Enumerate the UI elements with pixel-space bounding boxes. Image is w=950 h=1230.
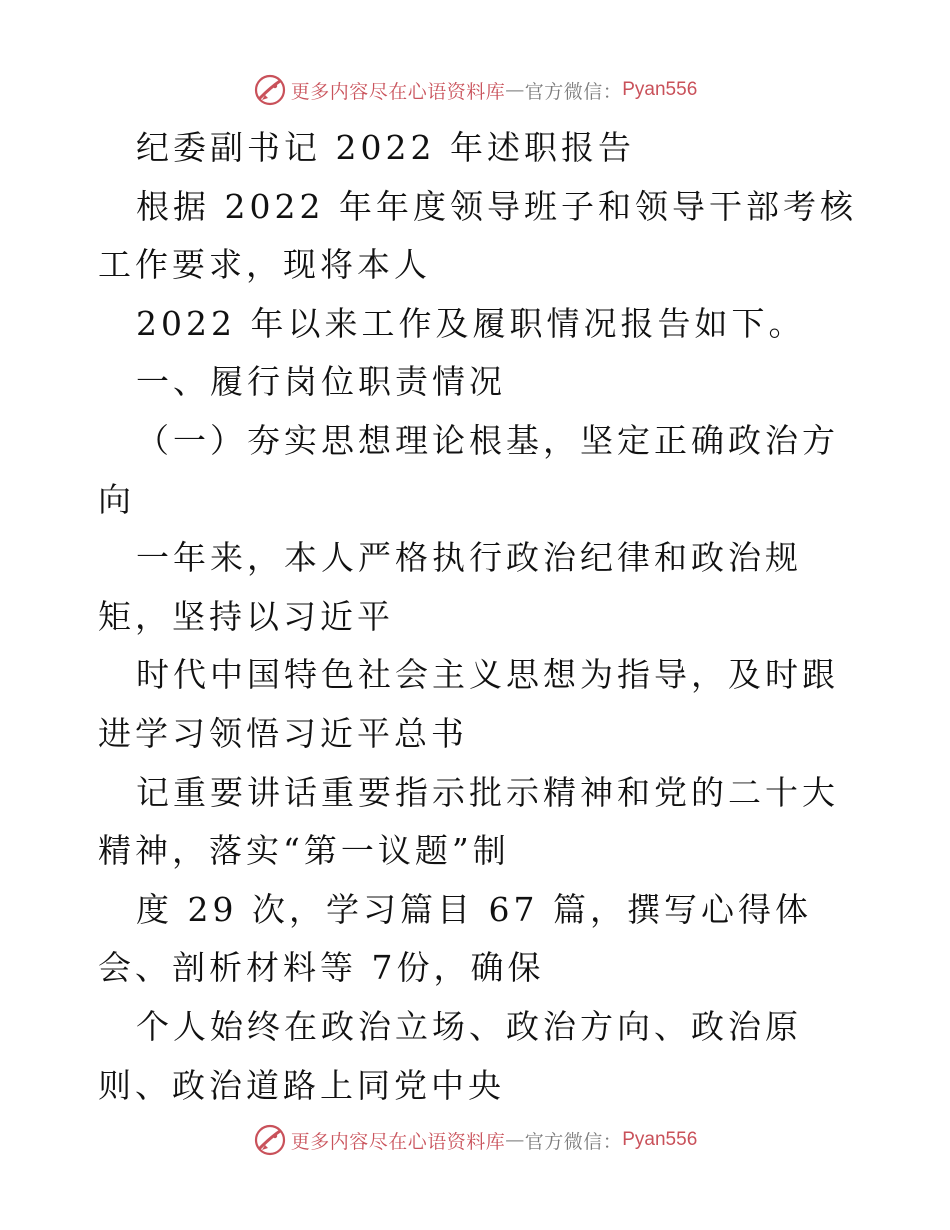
paragraph-1: 根据 2022 年年度领导班子和领导干部考核工作要求，现将本人: [98, 186, 857, 285]
section-heading-1: 一、履行岗位职责情况: [136, 362, 506, 402]
watermark-main-text: 更多内容尽在心语资料库: [290, 1130, 506, 1153]
watermark-sub-text: 官方微信：: [524, 1130, 623, 1153]
paragraph-6: 时代中国特色社会主义思想为指导，及时跟进学习领悟习近平总书: [98, 655, 839, 753]
subsection-heading-1: （一）夯实思想理论根基，坚定正确政治方向: [98, 420, 839, 519]
watermark-separator: —: [505, 1129, 525, 1151]
paragraph-8: 度 29 次，学习篇目 67 篇，撰写心得体会、剖析材料等 7份，确保: [98, 889, 812, 988]
document-title: 纪委副书记 2022 年述职报告: [136, 128, 635, 167]
watermark-wechat-id: Pyan556: [622, 1129, 698, 1150]
header-watermark: [0, 70, 950, 110]
paragraph-5: 一年来，本人严格执行政治纪律和政治规矩，坚持以习近平: [98, 538, 802, 636]
watermark-separator: —: [505, 79, 525, 101]
document-body: [98, 119, 858, 1115]
paragraph-9: 个人始终在政治立场、政治方向、政治原则、政治道路上同党中央: [98, 1006, 802, 1105]
pen-logo-icon: [253, 1123, 287, 1157]
watermark-main-text: 更多内容尽在心语资料库: [290, 80, 506, 103]
pen-logo-icon: [253, 73, 287, 107]
watermark-wechat-id: Pyan556: [622, 79, 698, 100]
watermark-sub-text: 官方微信：: [524, 80, 623, 103]
paragraph-2: 2022 年以来工作及履职情况报告如下。: [136, 303, 806, 343]
paragraph-7: 记重要讲话重要指示批示精神和党的二十大精神，落实“第一议题”制: [98, 772, 839, 871]
footer-watermark: [0, 1120, 950, 1160]
